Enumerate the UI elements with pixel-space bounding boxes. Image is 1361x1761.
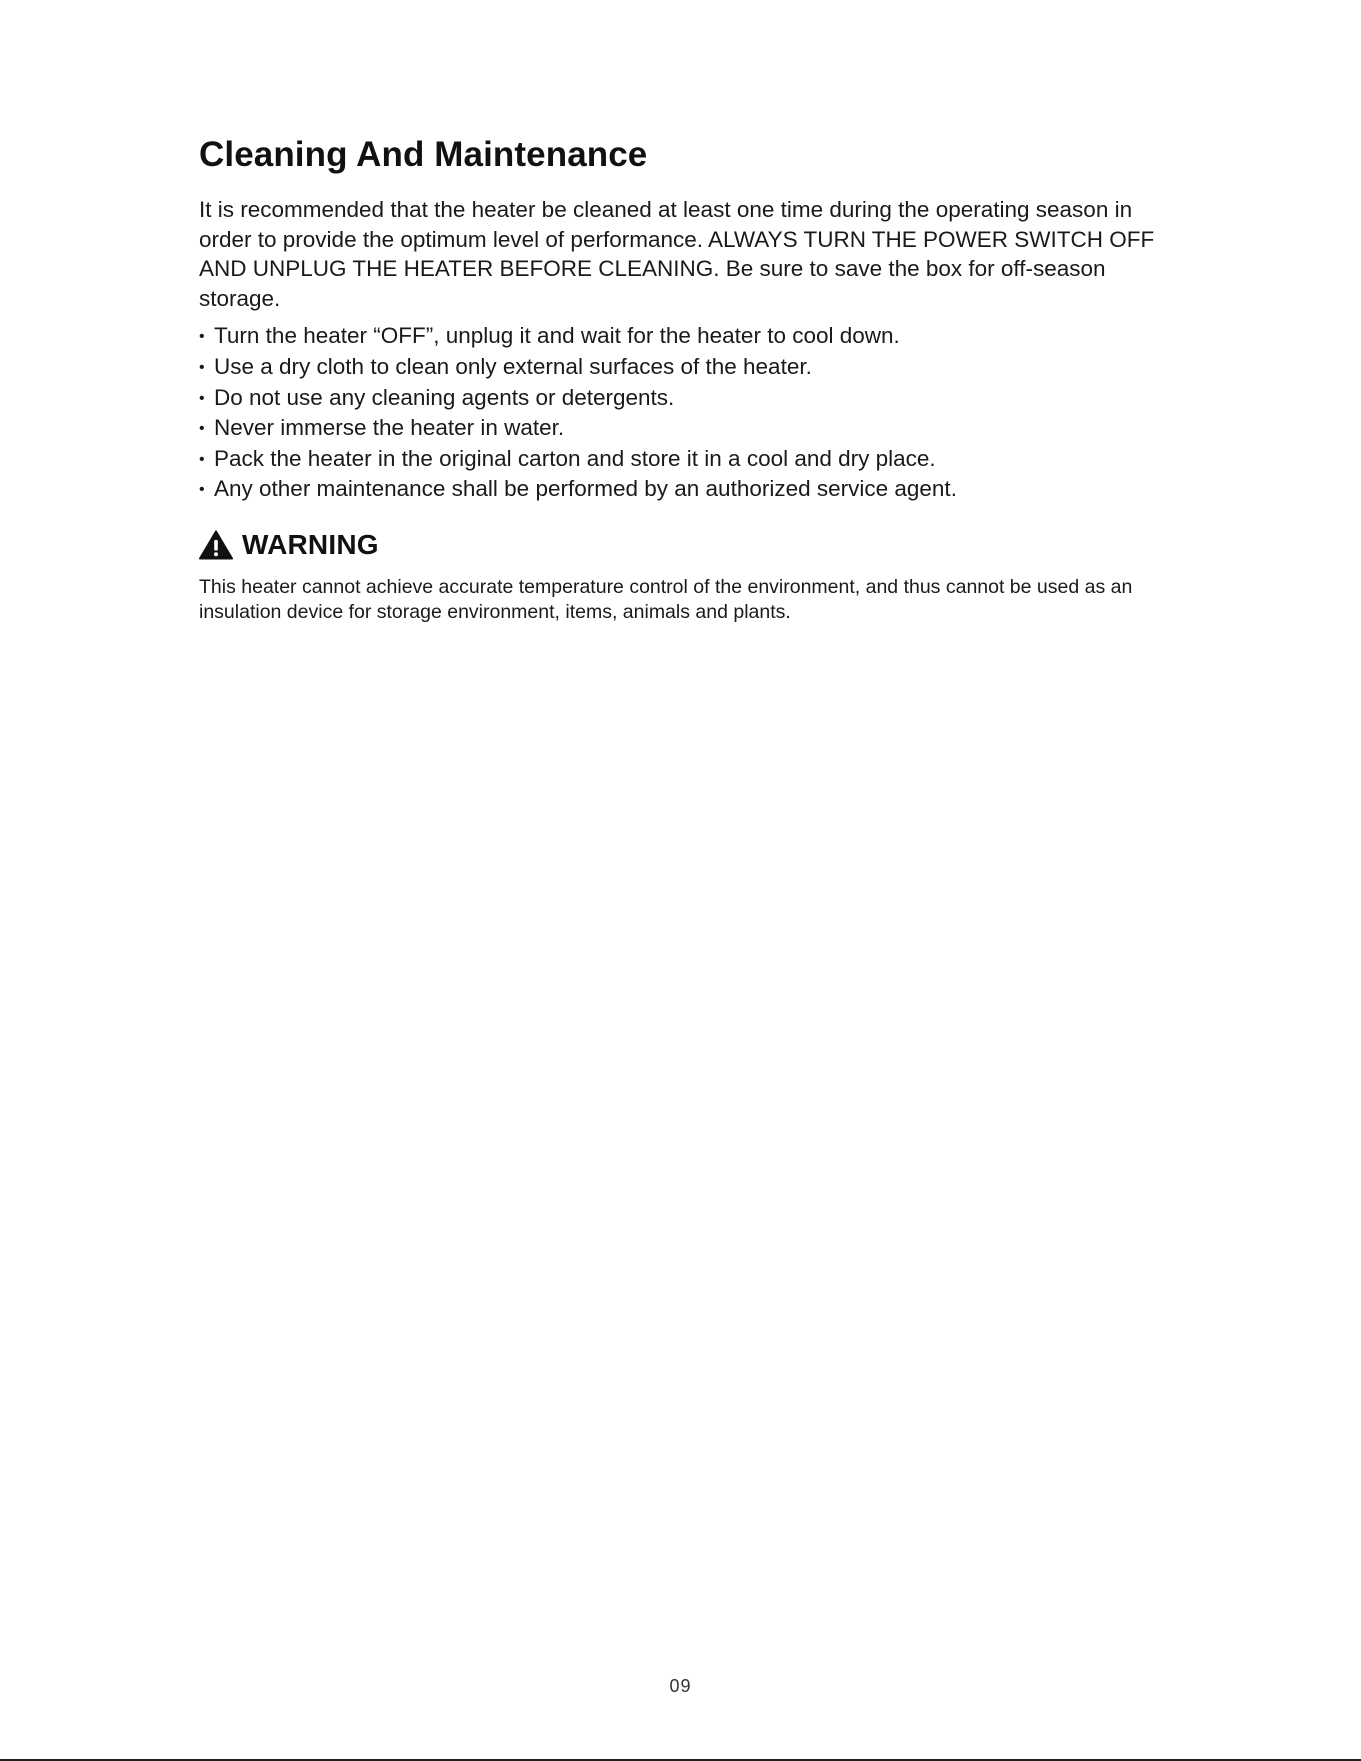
- list-item-text: Do not use any cleaning agents or detergents.: [214, 384, 675, 410]
- list-item: [199, 383, 1179, 414]
- list-item: [199, 474, 1179, 505]
- page-content: [199, 128, 1179, 626]
- maintenance-list: [199, 321, 1179, 505]
- bullet-icon: •: [199, 358, 205, 376]
- page-number: 09: [669, 1676, 692, 1696]
- list-item: [199, 352, 1179, 383]
- intro-paragraph: It is recommended that the heater be cleaned at least one time during the operating season in order to provide the optimum level of performance. ALWAYS TURN THE POWER SWITCH OFF AND UNPLUG THE HEATER BEFORE CLEANING. Be sure to save the box for off-season storage.: [199, 197, 1155, 311]
- bullet-icon: •: [199, 420, 205, 438]
- warning-text: This heater cannot achieve accurate temperature control of the environment, and thus cannot be used as an insulation device for storage environment, items, animals and plants.: [199, 575, 1133, 624]
- warning-heading: [199, 527, 1179, 563]
- warning-title: WARNING: [242, 528, 379, 560]
- list-item-text: Turn the heater “OFF”, unplug it and wait for the heater to cool down.: [214, 323, 900, 349]
- bullet-icon: •: [199, 328, 205, 346]
- warning-triangle-icon: [199, 530, 233, 560]
- list-item: [199, 444, 1179, 475]
- list-item-text: Use a dry cloth to clean only external surfaces of the heater.: [214, 353, 812, 379]
- bullet-icon: •: [199, 389, 205, 407]
- list-item-text: Never immerse the heater in water.: [214, 415, 565, 441]
- list-item-text: Pack the heater in the original carton and store it in a cool and dry place.: [214, 445, 936, 471]
- list-item: [199, 321, 1179, 352]
- list-item: [199, 413, 1179, 444]
- list-item-text: Any other maintenance shall be performed by an authorized service agent.: [214, 476, 957, 502]
- bullet-icon: •: [199, 450, 205, 468]
- bullet-icon: •: [199, 481, 205, 499]
- section-title: Cleaning And Maintenance: [199, 135, 648, 174]
